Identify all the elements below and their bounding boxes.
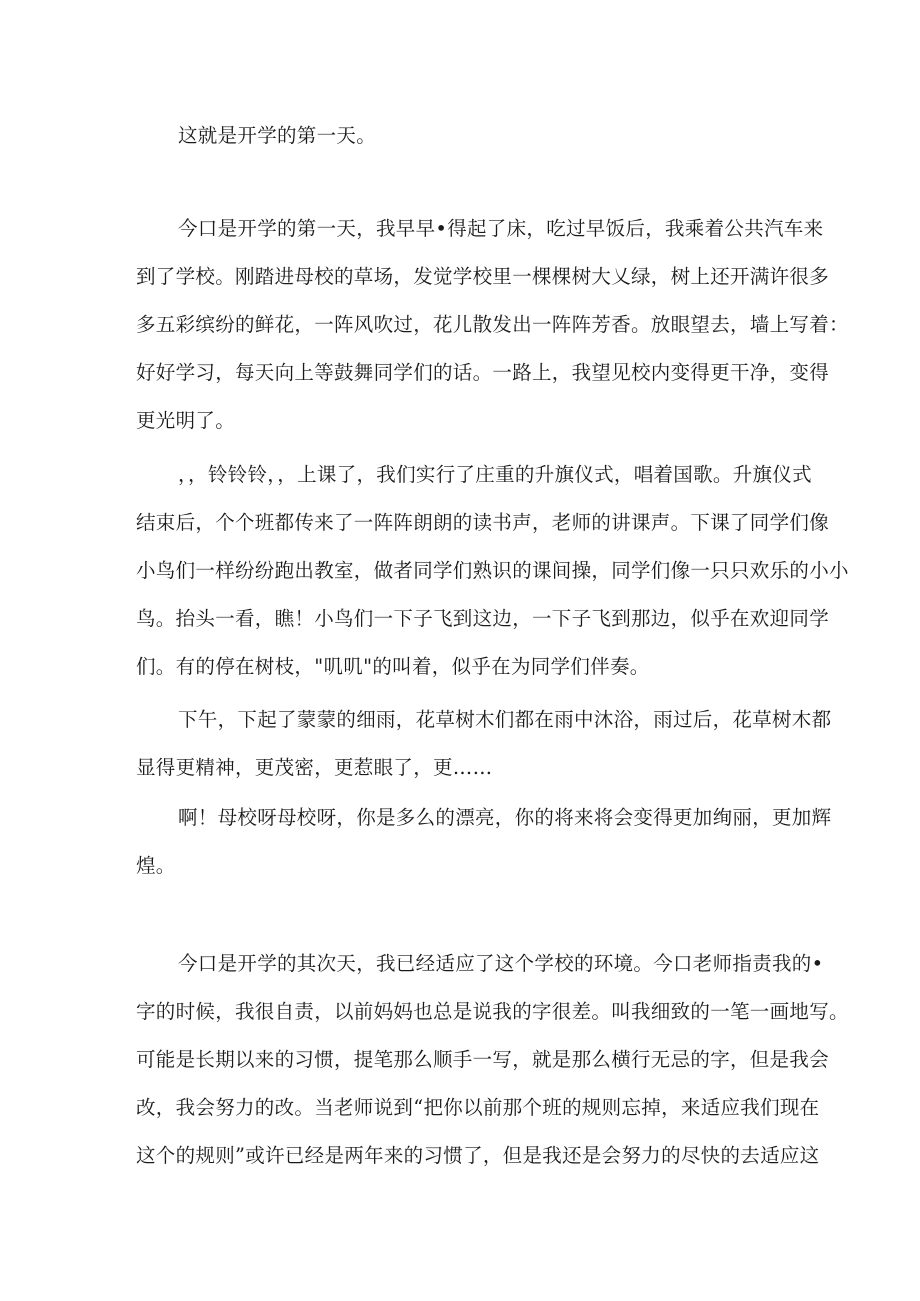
- text-line: 们。有的停在树枝，"叽叽"的叫着，似乎在为同学们伴奏。: [136, 655, 650, 678]
- text-line: 字的时候，我很自责，以前妈妈也总是说我的字很差。叫我细致的一笔一画地写。: [136, 1000, 849, 1023]
- text-line: 啊！母校呀母校呀，你是多么的漂亮，你的将来将会变得更加绚丽，更加辉: [178, 806, 832, 829]
- text-line: 结束后，个个班都传来了一阵阵朗朗的读书声，老师的讲课声。下课了同学们像: [136, 511, 830, 534]
- text-line: 更光明了。: [136, 409, 236, 432]
- text-line: 到了学校。刚踏进母校的草场，发觉学校里一棵棵树大乂绿，树上还开满许很多: [136, 265, 830, 288]
- text-line: 鸟。抬头一看，瞧！小鸟们一下子飞到这边，一下子飞到那边，似乎在欢迎同学: [136, 607, 830, 630]
- text-line: 显得更精神，更茂密，更惹眼了，更……: [136, 756, 493, 779]
- text-line: 多五彩缤纷的鲜花，一阵风吹过，花儿散发出一阵阵芳香。放眼望去，墙上写着：: [136, 313, 849, 336]
- text-line: 下午，下起了蒙蒙的细雨，花草树木们都在雨中沐浴，雨过后，花草树木都: [178, 708, 832, 731]
- text-line: 这就是开学的第一天。: [178, 124, 377, 147]
- text-line: 可能是长期以来的习惯，提笔那么顺手一写，就是那么横行无忌的字，但是我会: [136, 1048, 830, 1071]
- text-line: 小鸟们一样纷纷跑出教室，做者同学们熟识的课间操，同学们像一只只欢乐的小小: [136, 559, 849, 582]
- text-line: 今口是开学的第一天，我早早•得起了床，吃过早饭后，我乘着公共汽车来: [178, 217, 824, 240]
- text-line: 改，我会努力的改。当老师说到“把你以前那个班的规则忘掉，来适应我们现在: [136, 1096, 820, 1119]
- text-line: 煌。: [136, 854, 176, 877]
- text-line: 这个的规则”或许已经是两年来的习惯了，但是我还是会努力的尽快的去适应这: [136, 1144, 820, 1167]
- text-line: ，，铃铃铃，，上课了，我们实行了庄重的升旗仪式，唱着国歌。升旗仪式: [178, 463, 812, 486]
- text-line: 好好学习，每天向上等鼓舞同学们的话。一路上，我望见校内变得更干净，变得: [136, 361, 830, 384]
- text-line: 今口是开学的其次天，我已经适应了这个学校的环境。今口老师指责我的•: [178, 952, 824, 975]
